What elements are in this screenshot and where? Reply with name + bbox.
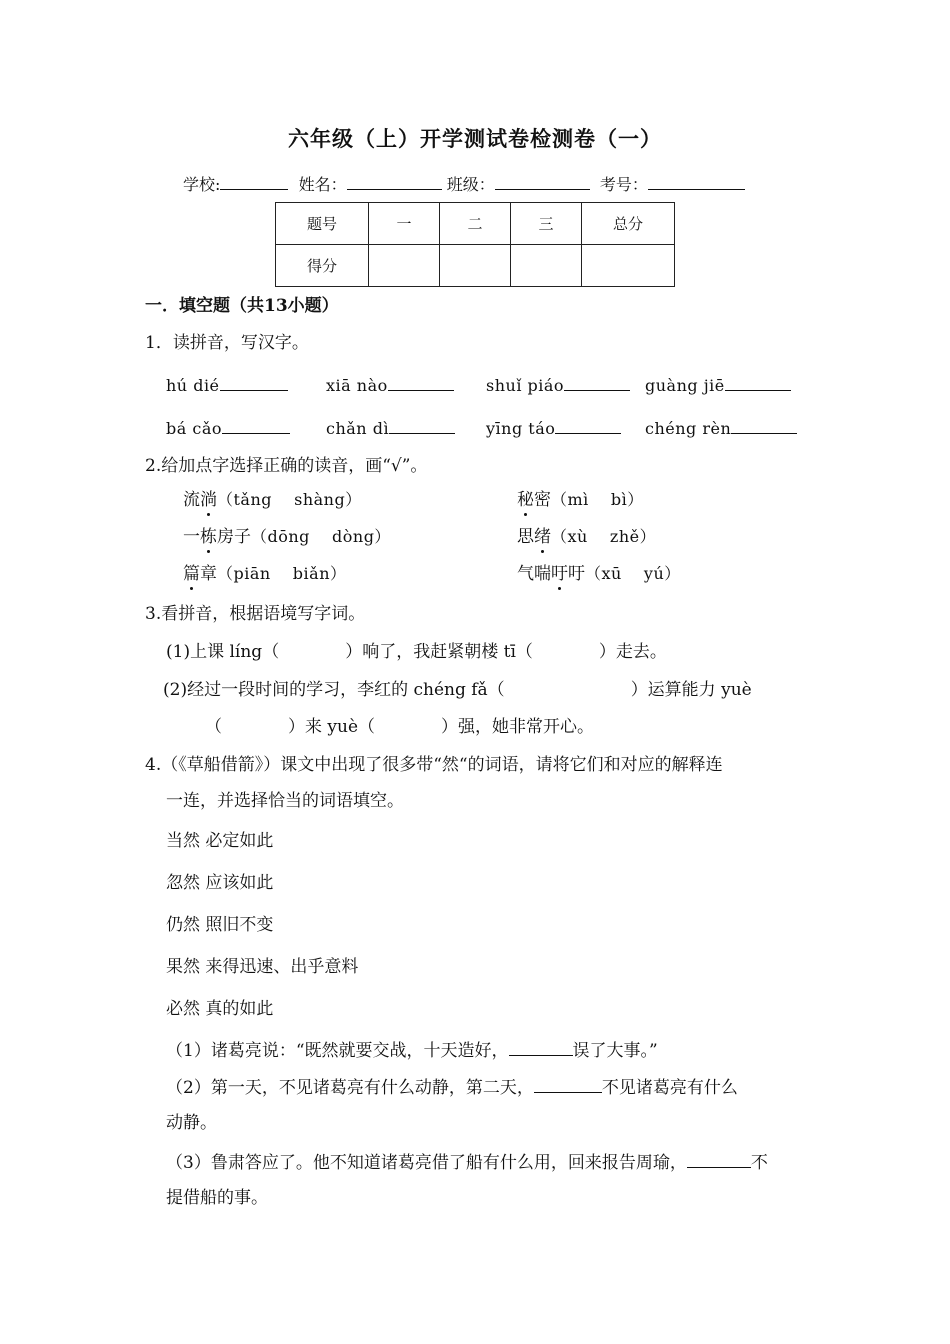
number-label: 考号：	[599, 175, 648, 194]
reading-item[interactable]: 流淌（tǎng shàng）	[183, 490, 362, 510]
question-1-stem: 1．读拼音，写汉字。	[145, 333, 309, 353]
question-4-sentence-2: （2）第一天，不见诸葛亮有什么动静，第二天， 不见诸葛亮有什么	[166, 1078, 738, 1098]
pinyin-item: guàng jiē	[645, 376, 791, 394]
answer-blank[interactable]	[389, 419, 455, 434]
pinyin-item: bá cǎo	[166, 419, 290, 437]
answer-blank[interactable]	[388, 376, 454, 391]
question-4-sentence-3-cont: 提借船的事。	[166, 1188, 268, 1208]
header-cell: 题号	[276, 203, 369, 245]
score-table	[275, 202, 675, 287]
class-blank[interactable]	[495, 175, 590, 190]
answer-blank[interactable]	[687, 1153, 751, 1168]
question-4-stem-cont: 一连，并选择恰当的词语填空。	[166, 791, 404, 811]
score-cell[interactable]	[440, 245, 511, 287]
header-cell: 三	[511, 203, 582, 245]
answer-blank[interactable]	[564, 376, 630, 391]
score-table-score-row	[276, 245, 675, 287]
number-blank[interactable]	[648, 175, 745, 190]
score-table-header-row	[276, 203, 675, 245]
question-4-sentence-1: （1）诸葛亮说：“既然就要交战，十天造好， 误了大事。”	[166, 1041, 658, 1061]
word-definition-pair[interactable]: 当然 必定如此	[166, 831, 274, 851]
answer-blank[interactable]	[222, 419, 290, 434]
pinyin-item: yīng táo	[486, 419, 621, 437]
pinyin-item: hú dié	[166, 376, 288, 394]
score-cell[interactable]	[582, 245, 675, 287]
answer-blank[interactable]	[725, 376, 791, 391]
word-definition-pair[interactable]: 忽然 应该如此	[166, 873, 274, 893]
word-definition-pair[interactable]: 仍然 照旧不变	[166, 915, 274, 935]
header-cell: 总分	[582, 203, 675, 245]
question-3-stem: 3.看拼音，根据语境写字词。	[145, 604, 366, 624]
reading-item[interactable]: 秘密（mì bì）	[517, 490, 644, 510]
header-cell: 二	[440, 203, 511, 245]
student-info-line	[183, 175, 745, 193]
name-label: 姓名：	[298, 175, 347, 194]
answer-blank[interactable]	[509, 1041, 573, 1056]
pinyin-item: chéng rèn	[645, 419, 797, 437]
reading-item[interactable]: 一栋房子（dōng dòng）	[183, 527, 391, 547]
reading-item[interactable]: 气喘吁吁（xū yú）	[517, 564, 681, 584]
answer-blank[interactable]	[534, 1078, 602, 1093]
question-3-sentence-1: (1)上课 líng（ ）响了，我赶紧朝楼 tī（ ）走去。	[166, 642, 667, 662]
score-cell[interactable]	[369, 245, 440, 287]
school-blank[interactable]	[220, 175, 288, 190]
pinyin-item: chǎn dì	[326, 419, 455, 437]
question-4-stem: 4.（《草船借箭》）课文中出现了很多带“然“的词语，请将它们和对应的解释连	[145, 755, 723, 775]
page-title: 六年级（上）开学测试卷检测卷（一）	[288, 126, 662, 151]
pinyin-item: shuǐ piáo	[486, 376, 630, 394]
row-label-cell: 得分	[276, 245, 369, 287]
answer-blank[interactable]	[555, 419, 621, 434]
reading-item[interactable]: 篇章（piān biǎn）	[183, 564, 347, 584]
word-definition-pair[interactable]: 必然 真的如此	[166, 999, 274, 1019]
question-4-sentence-2-cont: 动静。	[166, 1113, 217, 1133]
class-label: 班级：	[446, 175, 495, 194]
question-4-sentence-3: （3）鲁肃答应了。他不知道诸葛亮借了船有什么用，回来报告周瑜， 不	[166, 1153, 768, 1173]
header-cell: 一	[369, 203, 440, 245]
answer-blank[interactable]	[731, 419, 797, 434]
question-2-stem: 2.给加点字选择正确的读音，画“√”。	[145, 456, 428, 476]
question-3-sentence-2: (2)经过一段时间的学习，李红的 chéng fǎ（ ）运算能力 yuè	[163, 680, 752, 700]
word-definition-pair[interactable]: 果然 来得迅速、出乎意料	[166, 957, 359, 977]
question-3-sentence-2-cont: （ ）来 yuè（ ）强，她非常开心。	[205, 717, 595, 737]
name-blank[interactable]	[347, 175, 442, 190]
section-heading: 一．填空题（共13小题）	[145, 296, 339, 316]
school-label: 学校:	[183, 175, 221, 194]
answer-blank[interactable]	[220, 376, 288, 391]
pinyin-item: xiā nào	[326, 376, 454, 394]
reading-item[interactable]: 思绪（xù zhě）	[517, 527, 657, 547]
score-cell[interactable]	[511, 245, 582, 287]
